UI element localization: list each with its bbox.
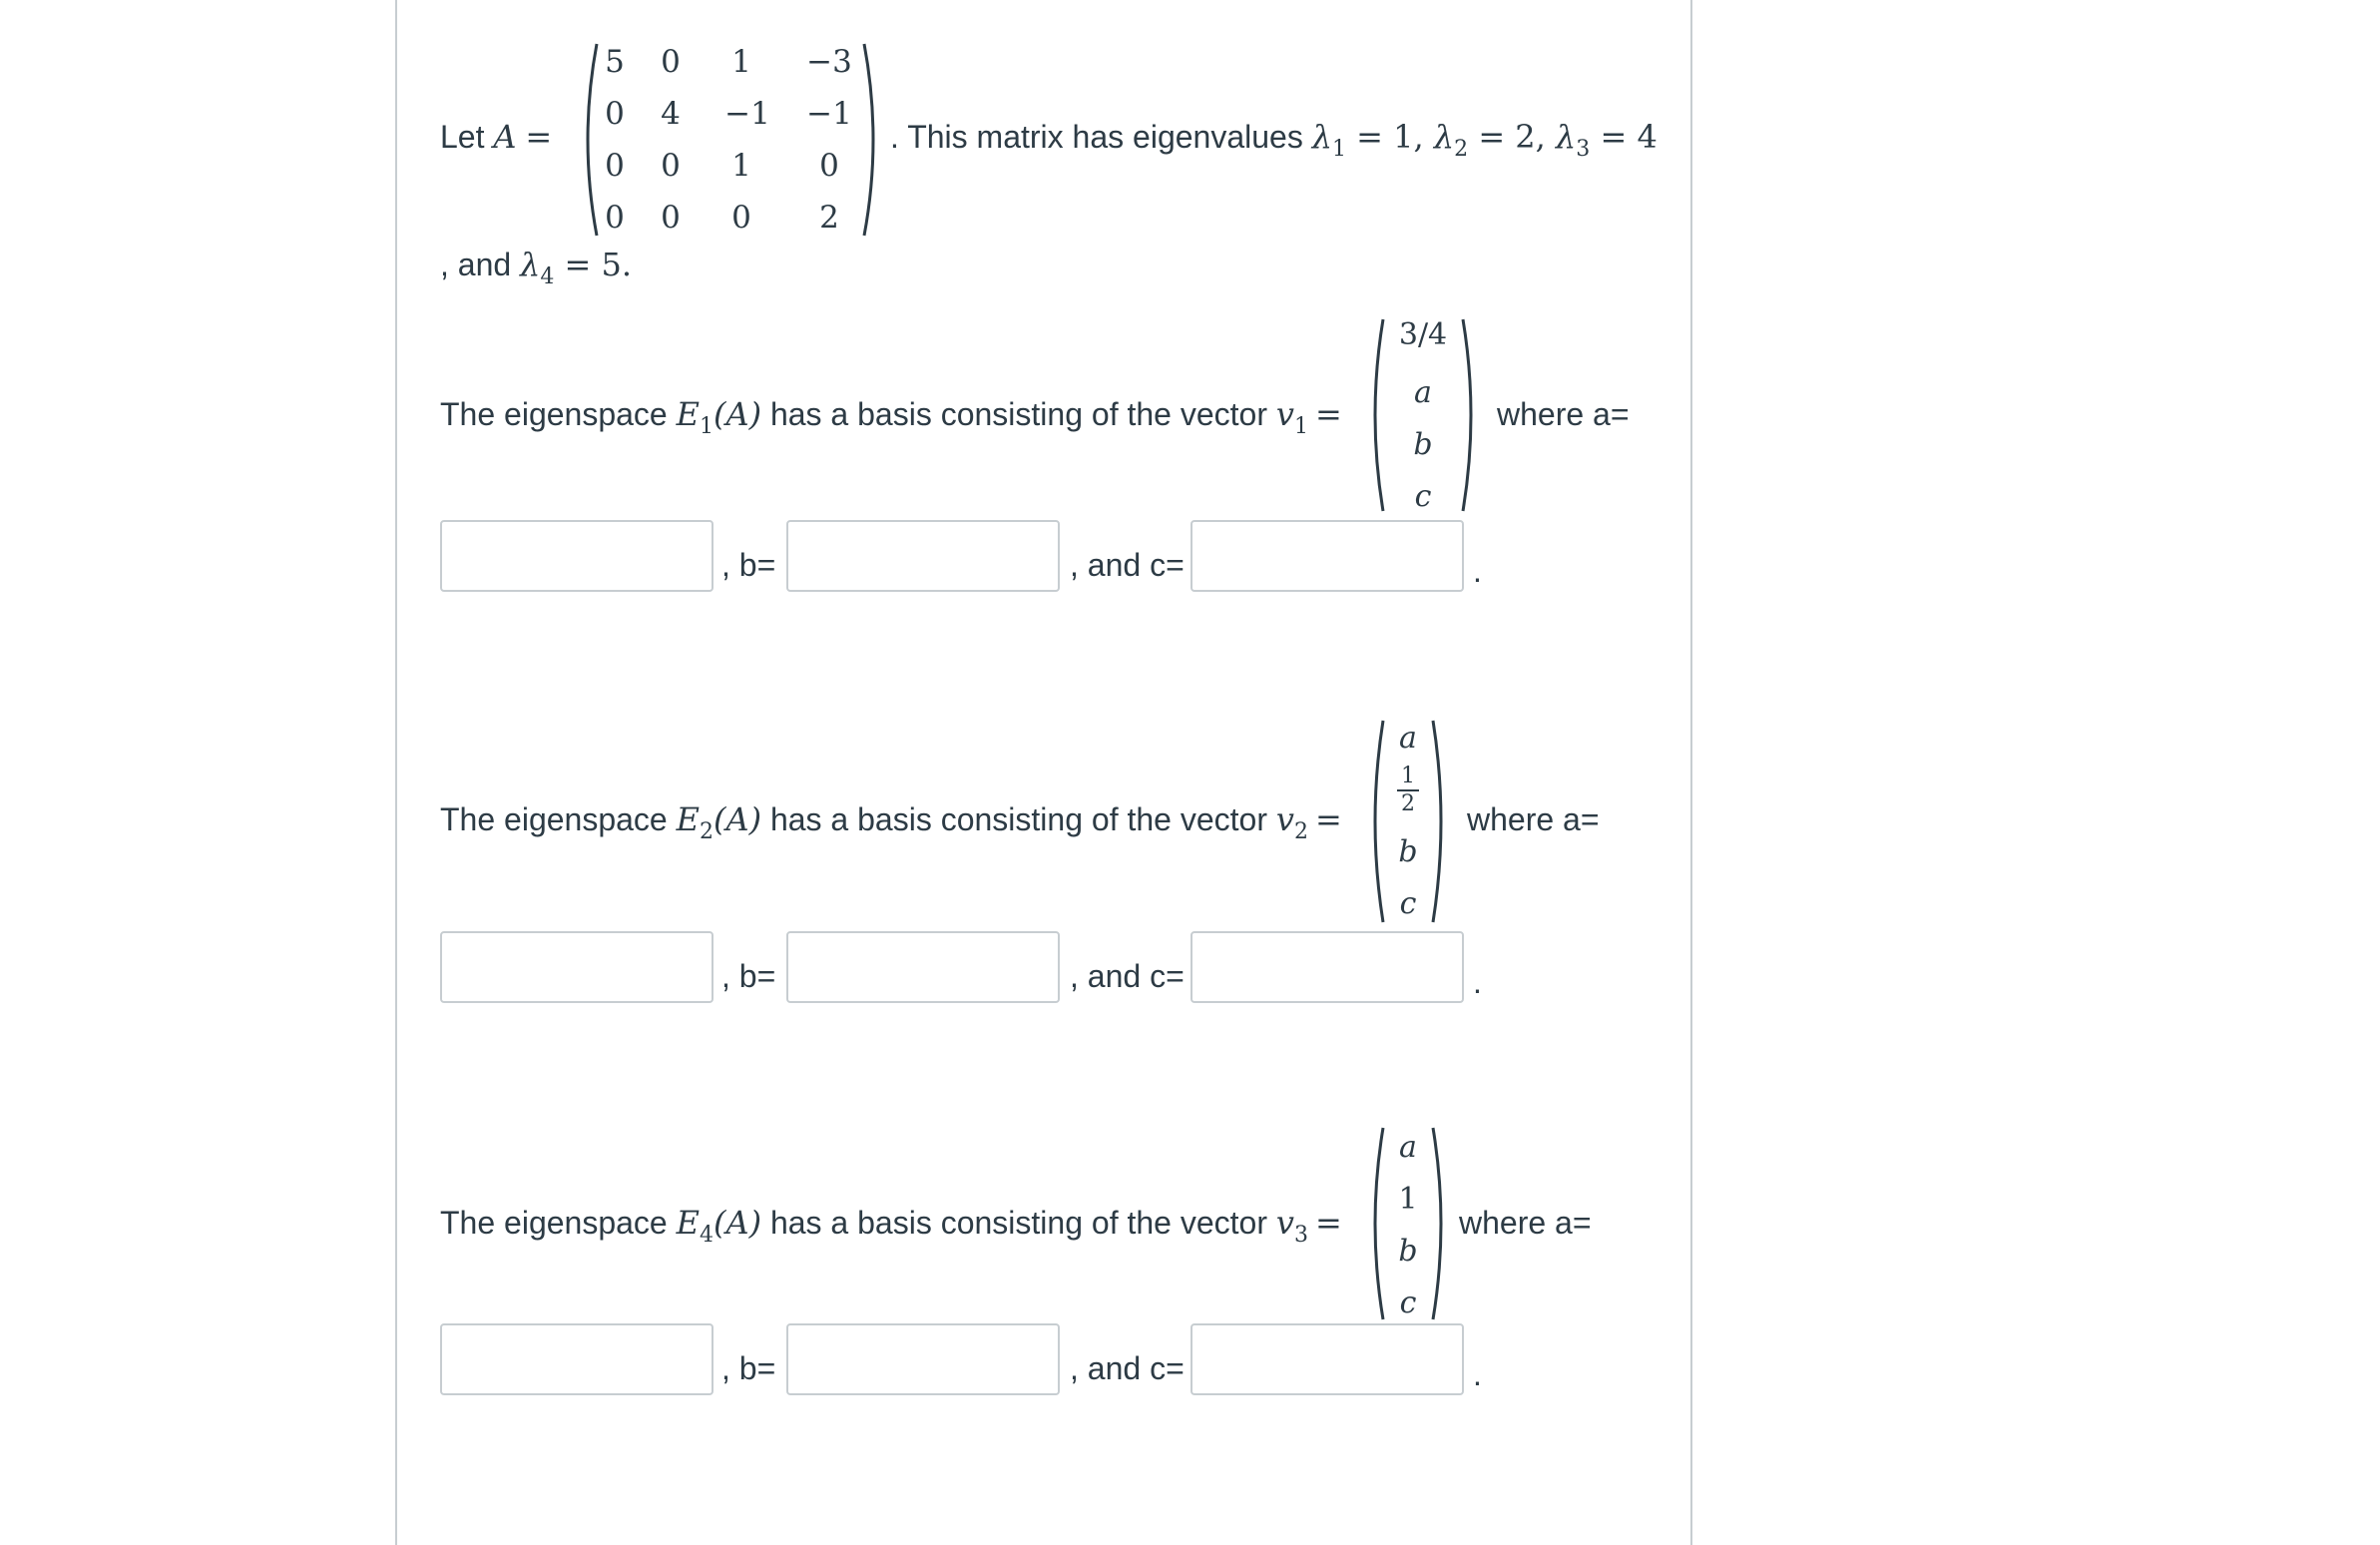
matrix-cell: 0: [661, 200, 681, 236]
q2-where-label: where a=: [1467, 801, 1600, 837]
q3-c-label: , and c=: [1070, 1350, 1185, 1386]
q2-end: .: [1473, 964, 1482, 1000]
fraction-denominator: 2: [1401, 791, 1415, 816]
q3-vector-entry: 1: [1398, 1182, 1418, 1217]
vector-subscript: 3: [1293, 1223, 1308, 1248]
q1-b-input[interactable]: [786, 520, 1060, 592]
q3-equals: =: [1315, 1204, 1342, 1242]
matrix-cell: 0: [661, 44, 681, 80]
matrix-cell: 0: [819, 148, 839, 184]
q-prefix: The eigenspace: [440, 396, 668, 432]
eigenspace-symbol: E: [676, 800, 700, 838]
q-mid: has a basis consisting of the vector: [769, 396, 1267, 432]
q3-b-input[interactable]: [786, 1323, 1060, 1395]
equals-sign: =: [525, 118, 553, 156]
q1-vector-entry: b: [1413, 427, 1433, 462]
q2-equals: =: [1315, 800, 1342, 838]
eigenspace-subscript: 2: [699, 819, 714, 844]
q3-c-input[interactable]: [1190, 1323, 1464, 1395]
lambda-symbol: λ: [520, 246, 541, 283]
matrix-cell: 0: [605, 200, 625, 236]
eigenvalue-line-2: [440, 245, 632, 297]
q3-where-label: where a=: [1459, 1205, 1592, 1241]
q1-c-input[interactable]: [1190, 520, 1464, 592]
q1-b-label: , b=: [721, 547, 776, 583]
q3-left-paren: [1365, 1126, 1387, 1321]
matrix-cell: 0: [605, 148, 625, 184]
matrix-cell: 0: [731, 200, 751, 236]
q2-b-input[interactable]: [786, 931, 1060, 1003]
q1-a-input[interactable]: [440, 520, 714, 592]
lambda-symbol: λ: [1433, 118, 1455, 156]
question-panel: [395, 0, 1692, 1545]
eigenspace-arg: (A): [713, 800, 762, 838]
q3-a-input[interactable]: [440, 1323, 714, 1395]
matrix-cell: 2: [819, 200, 839, 236]
eigenspace-subscript: 4: [699, 1223, 714, 1248]
eigenvalue-value: = 1,: [1356, 118, 1424, 156]
q2-b-label: , b=: [721, 958, 776, 994]
q3-right-paren: [1429, 1126, 1451, 1321]
q1-vector-entry: c: [1414, 479, 1432, 514]
q3-end: .: [1473, 1356, 1482, 1392]
q1-right-paren: [1459, 317, 1481, 513]
q-prefix: The eigenspace: [440, 801, 668, 837]
vector-symbol: v: [1275, 395, 1294, 433]
eigenvalue-value: = 5.: [564, 246, 633, 283]
eigenvalues-sentence: [890, 117, 1658, 170]
matrix-cell: −1: [806, 96, 852, 132]
sentence-text: . This matrix has eigenvalues: [890, 119, 1303, 155]
q1-where-label: where a=: [1497, 396, 1630, 432]
intro-let: [440, 117, 552, 157]
matrix-cell: 1: [731, 44, 751, 80]
q3-b-label: , b=: [721, 1350, 776, 1386]
q2-right-paren: [1429, 719, 1451, 924]
lambda-subscript: 1: [1332, 137, 1346, 162]
lambda-symbol: λ: [1556, 118, 1577, 156]
q1-vector-entry: 3/4: [1398, 317, 1448, 352]
matrix-cell: 0: [661, 148, 681, 184]
q1-left-paren: [1365, 317, 1387, 513]
eigenspace-symbol: E: [676, 1204, 700, 1242]
q2-left-paren: [1365, 719, 1387, 924]
q3-vector-entry: b: [1398, 1234, 1418, 1269]
vector-symbol: v: [1275, 800, 1294, 838]
matrix-cell: 0: [605, 96, 625, 132]
matrix-cell: 4: [661, 96, 681, 132]
q3-vector-entry: c: [1399, 1286, 1417, 1320]
q1-c-label: , and c=: [1070, 547, 1185, 583]
matrix-var: A: [493, 118, 517, 156]
eigenspace-subscript: 1: [699, 414, 714, 439]
eigenspace-symbol: E: [676, 395, 700, 433]
matrix-cell: −3: [806, 44, 852, 80]
q2-vector-entry: c: [1399, 886, 1417, 921]
q1-vector-entry: a: [1414, 375, 1432, 410]
q2-vector-entry: a: [1399, 721, 1417, 756]
q-mid: has a basis consisting of the vector: [769, 801, 1267, 837]
q2-c-input[interactable]: [1190, 931, 1464, 1003]
q2-c-label: , and c=: [1070, 958, 1185, 994]
let-word: Let: [440, 119, 485, 155]
matrix-cell: 1: [731, 148, 751, 184]
and-text: , and: [440, 247, 512, 282]
matrix-cell: −1: [724, 96, 770, 132]
eigenspace-arg: (A): [713, 1204, 762, 1242]
eigenspace-arg: (A): [713, 395, 762, 433]
eigenvalue-value: = 4: [1600, 118, 1658, 156]
q3-sentence: [440, 1203, 1308, 1256]
lambda-subscript: 3: [1576, 137, 1591, 162]
q2-vector-entry: b: [1398, 834, 1418, 869]
matrix-cell: 5: [605, 44, 625, 80]
q2-vector-fraction: [1395, 765, 1421, 816]
lambda-symbol: λ: [1311, 118, 1332, 156]
q1-end: .: [1473, 553, 1482, 589]
lambda-subscript: 2: [1454, 137, 1469, 162]
q-mid: has a basis consisting of the vector: [769, 1205, 1267, 1241]
vector-subscript: 1: [1293, 414, 1308, 439]
lambda-subscript: 4: [540, 264, 555, 289]
q3-vector-entry: a: [1399, 1130, 1417, 1165]
fraction-numerator: 1: [1401, 764, 1415, 788]
q2-a-input[interactable]: [440, 931, 714, 1003]
q-prefix: The eigenspace: [440, 1205, 668, 1241]
q1-equals: =: [1315, 395, 1342, 433]
q2-sentence: [440, 799, 1308, 852]
eigenvalue-value: = 2,: [1478, 118, 1546, 156]
vector-symbol: v: [1275, 1204, 1294, 1242]
vector-subscript: 2: [1293, 819, 1308, 844]
q1-sentence: [440, 394, 1308, 447]
